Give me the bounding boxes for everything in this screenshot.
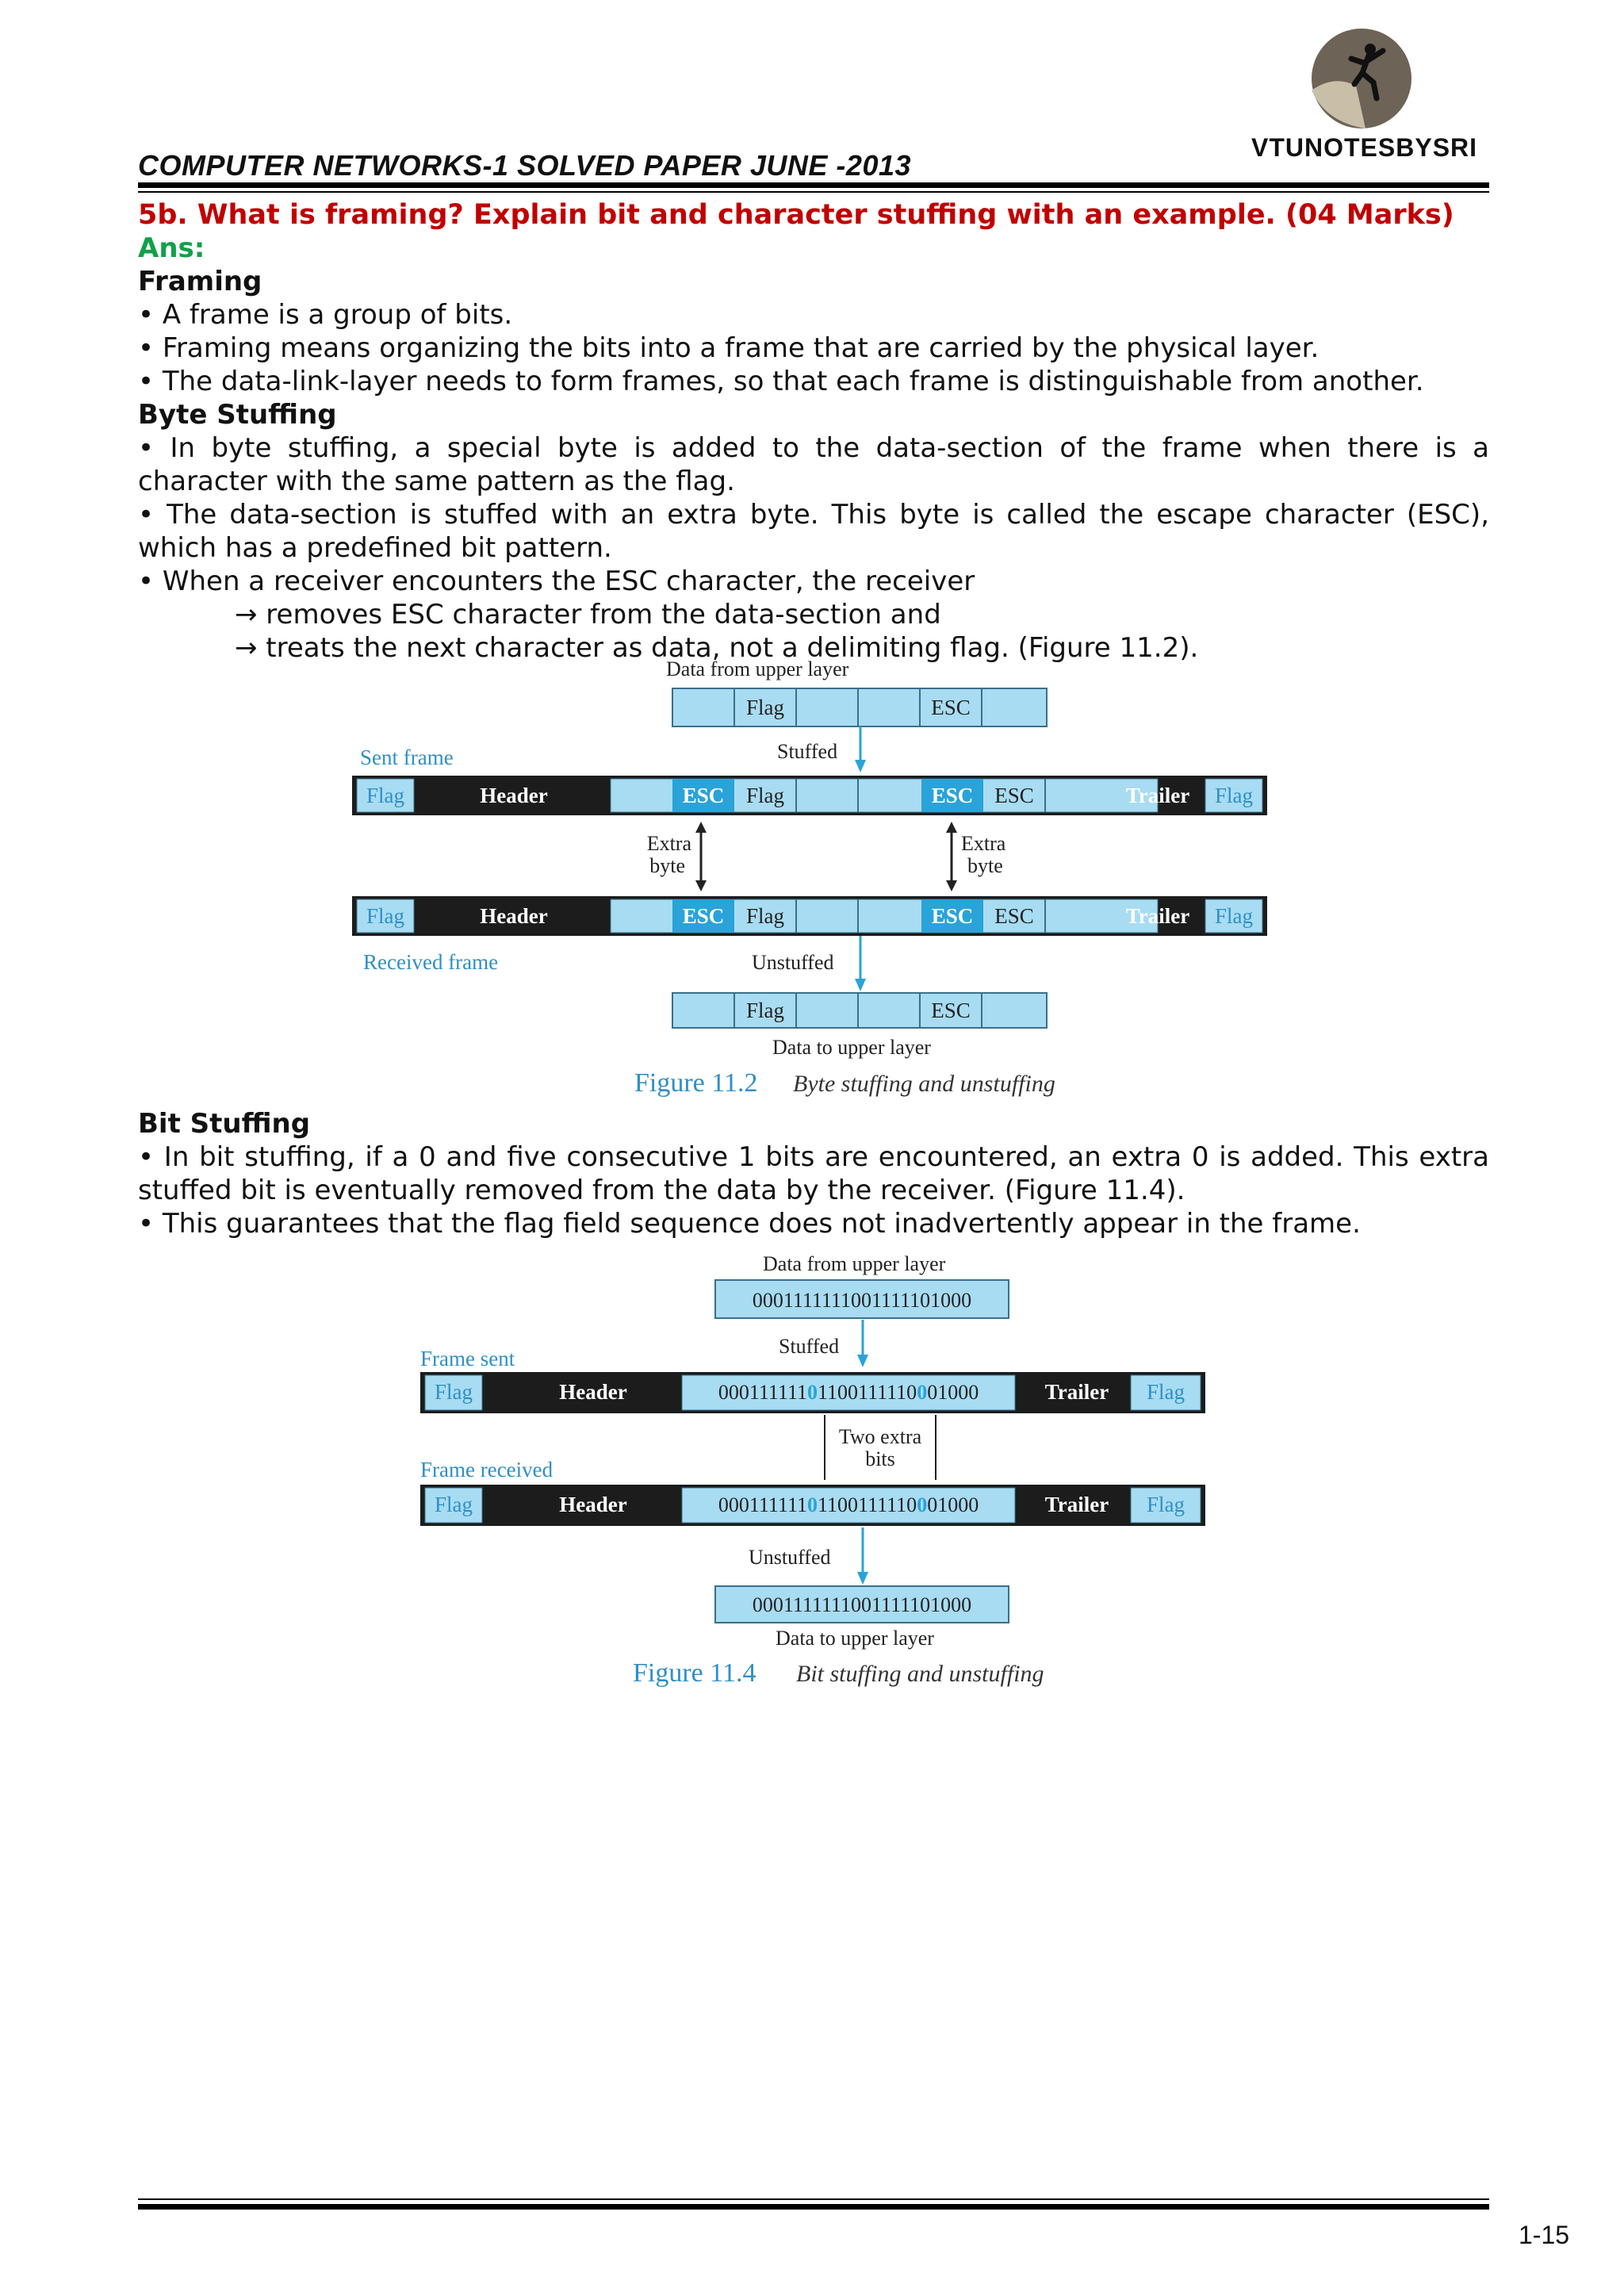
footer-rule-thick — [138, 2204, 1489, 2210]
fig2-recv-esc-2: ESC — [931, 904, 974, 928]
bit-stuffing-heading: Bit Stuffing — [138, 1108, 311, 1140]
fig4-sent-header: Header — [559, 1380, 627, 1404]
fig4-sent-frame-row — [420, 1372, 1205, 1413]
fig4-frame-sent-label: Frame sent — [420, 1347, 515, 1370]
fig2-figure-caption: Byte stuffing and unstuffing — [793, 1071, 1055, 1097]
fig2-received-frame-label: Received frame — [363, 950, 499, 974]
fig2-sent-frame-label: Sent frame — [360, 746, 454, 769]
fig2-recv-esc-1: ESC — [682, 904, 725, 928]
fig4-figure-caption: Bit stuffing and unstuffing — [796, 1661, 1044, 1687]
fig4-two-extra-label: Two extra — [838, 1425, 922, 1448]
fig2-sent-flag-right: Flag — [1214, 784, 1254, 807]
fig4-sent-trailer: Trailer — [1044, 1380, 1109, 1404]
byte-stuffing-bullet-3: • When a receiver encounters the ESC character, the receiver — [138, 565, 975, 597]
figure-11-4-bit-stuffing — [412, 1248, 1221, 1692]
fig2-sent-header: Header — [480, 784, 548, 807]
fig2-sent-frame-row — [352, 776, 1267, 815]
answer-label: Ans: — [138, 232, 205, 264]
fig2-data-from-upper-label: Data from upper layer — [666, 657, 849, 680]
header-rule-thin — [138, 191, 1489, 193]
fig2-sent-flag-data: Flag — [745, 784, 785, 807]
fig4-bottom-bits: 0001111111001111101000 — [752, 1593, 972, 1616]
fig4-stuffed-label: Stuffed — [779, 1335, 840, 1358]
fig4-received-frame-row — [420, 1485, 1205, 1526]
brand-name: VTUNOTESBYSRI — [1251, 133, 1478, 162]
fig4-recv-flag-right: Flag — [1146, 1493, 1185, 1516]
fig2-recv-esc-data: ESC — [994, 904, 1034, 928]
fig4-sent-bits: 00011111101100111110001000 — [718, 1381, 979, 1404]
climber-logo — [1310, 27, 1413, 130]
fig2-byte-label-1: byte — [649, 854, 685, 877]
byte-stuffing-sub-1: → removes ESC character from the data-section and — [235, 599, 941, 631]
fig4-data-from-upper-label: Data from upper layer — [763, 1252, 946, 1275]
fig2-sent-esc-2: ESC — [931, 784, 974, 807]
fig4-recv-bits: 00011111101100111110001000 — [718, 1493, 979, 1516]
fig2-data-to-upper-label: Data to upper layer — [772, 1036, 931, 1059]
fig4-recv-trailer: Trailer — [1044, 1493, 1109, 1516]
fig4-frame-received-label: Frame received — [420, 1458, 553, 1481]
bit-stuffing-bullet-2: • This guarantees that the flag field sequence does not inadvertently appear in the frame. — [138, 1208, 1361, 1240]
byte-stuffing-bullet-1: • In byte stuffing, a special byte is added to the data-section of the frame when there is a character with the same pattern as the flag. — [138, 432, 1489, 497]
fig2-unstuffed-label: Unstuffed — [752, 951, 834, 974]
fig2-recv-header: Header — [480, 904, 548, 928]
fig2-extra-label-1: Extra — [646, 832, 691, 855]
header-rule-thick — [138, 182, 1489, 188]
fig4-top-bits: 0001111111001111101000 — [752, 1289, 972, 1312]
fig2-stuffed-label: Stuffed — [777, 740, 838, 763]
fig4-figure-number: Figure 11.4 — [633, 1658, 756, 1688]
framing-bullet-1: • A frame is a group of bits. — [138, 299, 513, 331]
fig2-recv-flag-data: Flag — [745, 904, 785, 928]
footer-rule-thin — [138, 2198, 1489, 2200]
byte-stuffing-bullet-2: • The data-section is stuffed with an extra byte. This byte is called the escape character (ESC), which has a predefined bit pattern. — [138, 499, 1489, 564]
main-content — [138, 198, 1489, 665]
fig4-unstuffed-label: Unstuffed — [749, 1546, 831, 1569]
fig4-bits-label: bits — [865, 1447, 895, 1470]
document-header-title: COMPUTER NETWORKS-1 SOLVED PAPER JUNE -2013 — [138, 149, 912, 182]
fig4-sent-flag-left: Flag — [434, 1380, 473, 1404]
fig2-sent-trailer: Trailer — [1125, 784, 1190, 807]
fig2-received-frame-row — [352, 896, 1267, 936]
fig2-bottom-flag: Flag — [745, 999, 785, 1022]
fig2-byte-label-2: byte — [967, 854, 1003, 877]
fig2-bottom-esc: ESC — [931, 999, 971, 1022]
question-text: 5b. What is framing? Explain bit and character stuffing with an example. (04 Marks) — [138, 199, 1454, 231]
page-number: 1-15 — [1519, 2221, 1570, 2249]
framing-bullet-2: • Framing means organizing the bits into a frame that are carried by the physical layer. — [138, 332, 1320, 364]
fig2-top-esc: ESC — [931, 696, 971, 719]
fig2-sent-esc-1: ESC — [682, 784, 725, 807]
figure-11-2-byte-stuffing — [349, 657, 1285, 1109]
fig2-extra-label-2: Extra — [961, 832, 1006, 855]
fig2-recv-trailer: Trailer — [1125, 904, 1190, 928]
fig4-recv-flag-left: Flag — [434, 1493, 473, 1516]
fig2-bottom-data-box — [672, 993, 1047, 1028]
fig2-recv-flag-left: Flag — [366, 904, 405, 928]
byte-stuffing-heading: Byte Stuffing — [138, 399, 337, 431]
fig2-sent-esc-data: ESC — [994, 784, 1034, 807]
framing-heading: Framing — [138, 266, 262, 297]
fig2-figure-number: Figure 11.2 — [634, 1068, 758, 1098]
byte-stuffing-sub-2: → treats the next character as data, not a delimiting flag. (Figure 11.2). — [235, 632, 1199, 664]
bit-stuffing-bullet-1: • In bit stuffing, if a 0 and five consecutive 1 bits are encountered, an extra 0 is added. This extra stuffed bit is eventually removed from the data by the receiver. (Figure 11.4). — [138, 1141, 1489, 1206]
fig2-recv-flag-right: Flag — [1214, 904, 1254, 928]
fig4-data-to-upper-label: Data to upper layer — [776, 1627, 934, 1650]
bit-stuffing-section — [138, 1107, 1489, 1240]
fig2-top-flag: Flag — [745, 696, 785, 719]
fig4-sent-flag-right: Flag — [1146, 1380, 1185, 1404]
framing-bullet-3: • The data-link-layer needs to form frames, so that each frame is distinguishable from another. — [138, 366, 1424, 397]
fig2-top-data-box — [672, 688, 1047, 726]
fig4-recv-header: Header — [559, 1493, 627, 1516]
fig2-sent-flag-left: Flag — [366, 784, 405, 807]
